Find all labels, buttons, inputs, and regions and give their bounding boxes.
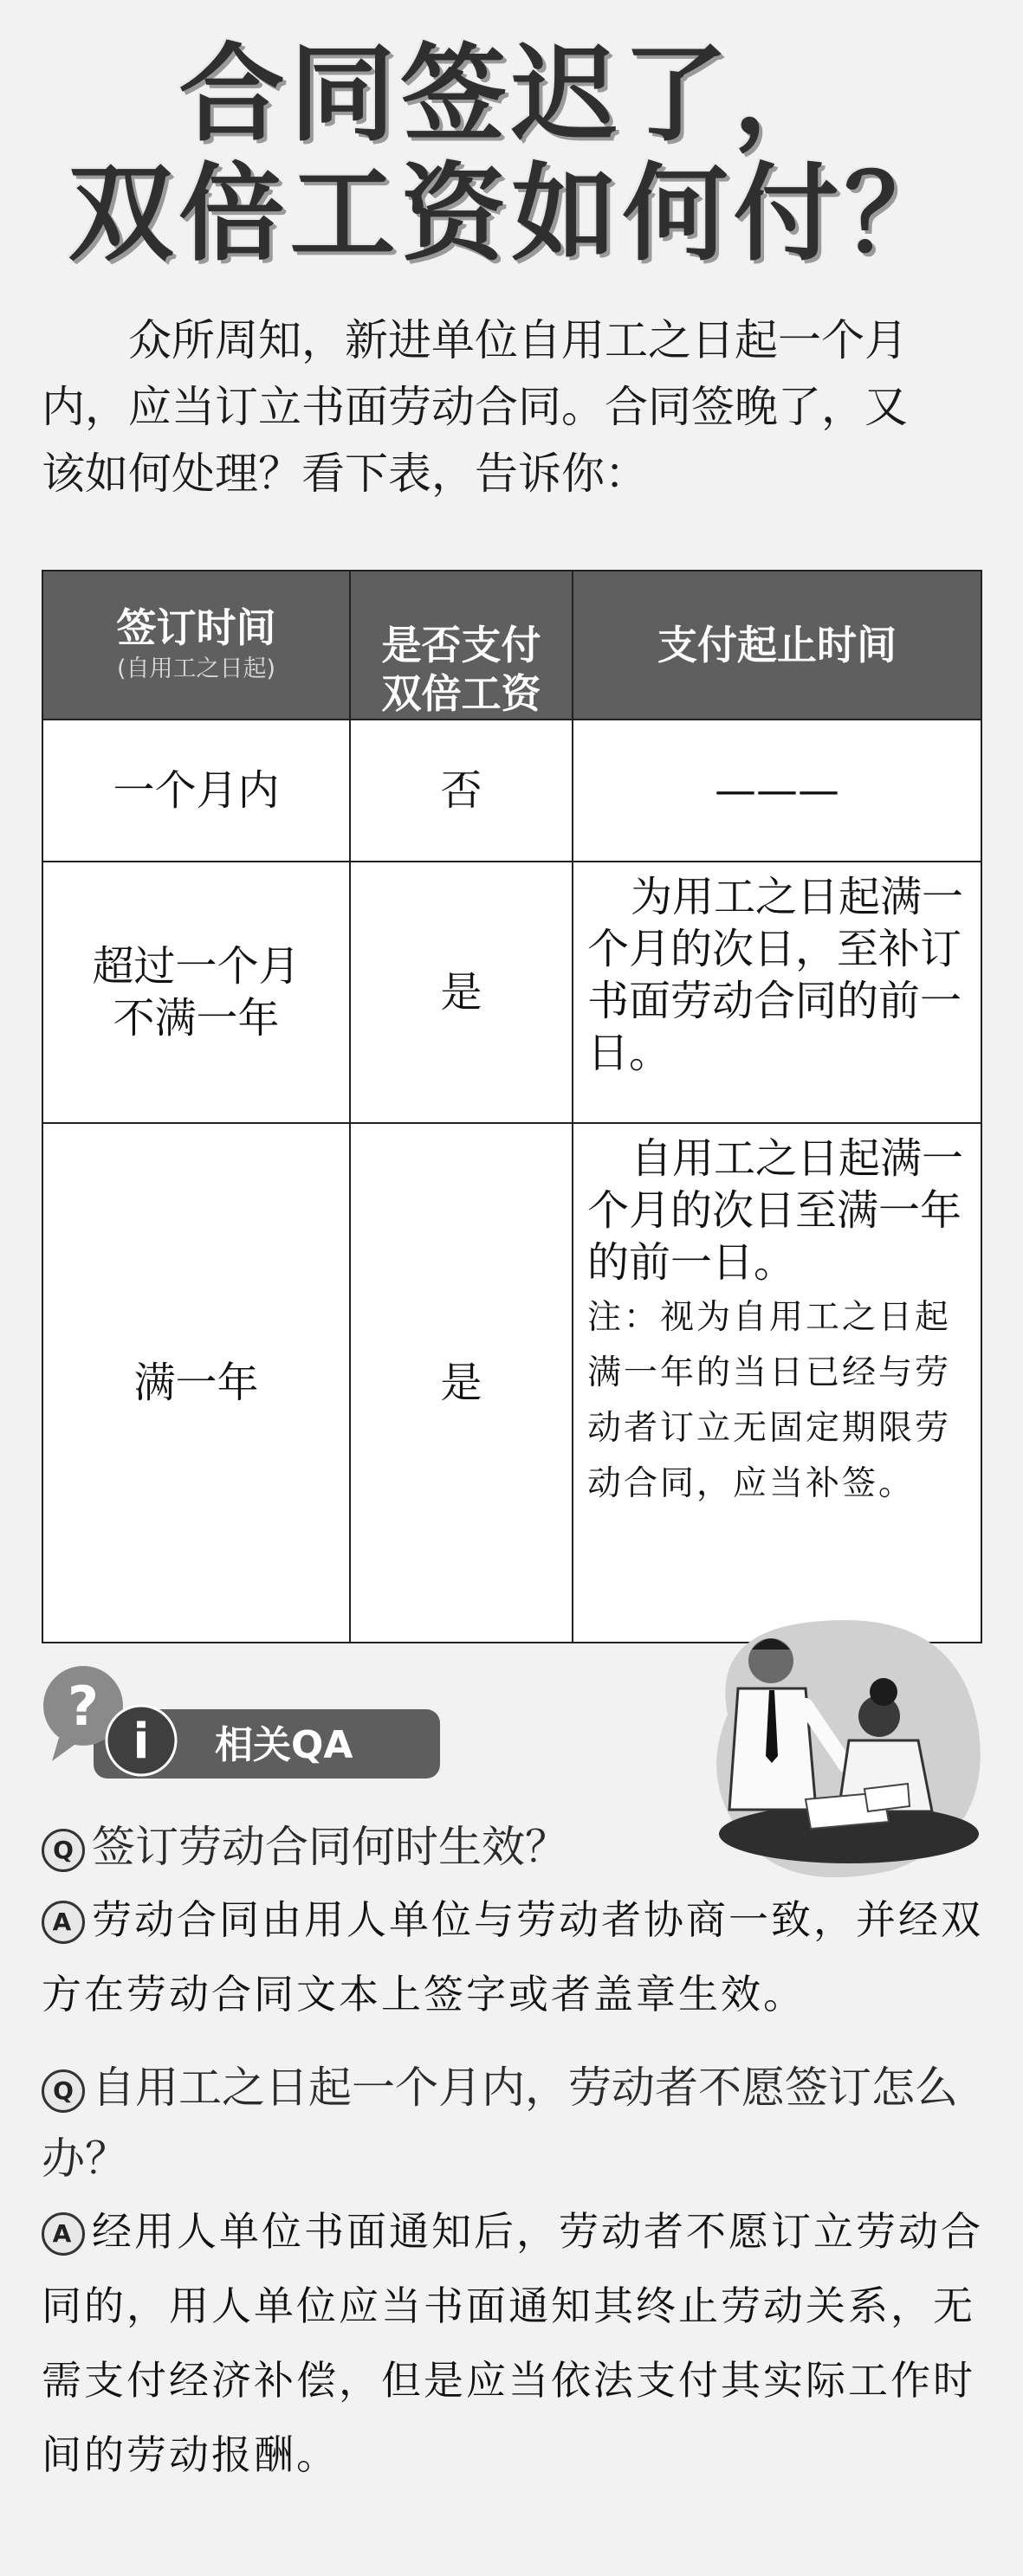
info-bubble-icon	[107, 1706, 176, 1775]
intro-line-3: 该如何处理？看下表，告诉你：	[42, 449, 648, 499]
answer-text: 经用人单位书面通知后，劳动者不愿订立劳动合同的，用人单位应当书面通知其终止劳动关系，无需支付经济补偿，但是应当依法支付其实际工作时间的劳动报酬。	[42, 2208, 983, 2478]
question-bubble-glyph: ?	[68, 1675, 99, 1738]
qa-item-1	[42, 1811, 986, 2031]
range-text: 为用工之日起满一个月的次日，至补订书面劳动合同的前一日。	[587, 873, 964, 1077]
range-note: 注：视为自用工之日起满一年的当日已经与劳动者订立无固定期限劳动合同，应当补签。	[587, 1298, 952, 1503]
header-double-pay	[350, 571, 573, 720]
title-line-2: 双倍工资如何付？	[68, 152, 955, 275]
table-row	[42, 720, 981, 862]
table-row	[42, 1123, 981, 1643]
cell-range	[573, 862, 981, 1123]
answer-icon: A	[42, 1901, 85, 1944]
qa-item-2	[42, 2052, 986, 2492]
title-line-1: 合同签迟了，	[178, 33, 845, 156]
answer-icon: A	[42, 2212, 85, 2256]
qa-section-label: 相关QA	[215, 1723, 353, 1767]
header-pay-range	[573, 571, 981, 720]
answer-text: 劳动合同由用人单位与劳动者协商一致，并经双方在劳动合同文本上签字或者盖章生效。	[42, 1896, 983, 2018]
intro-line-1: 众所周知，新进单位自用工之日起一个月	[128, 315, 908, 365]
header-double-pay-label: 是否支付 双倍工资	[381, 622, 541, 717]
qa-question	[42, 2052, 986, 2194]
cell-range	[573, 720, 981, 862]
qa-answer	[42, 1882, 986, 2031]
range-text: 自用工之日起满一个月的次日至满一年的前一日。	[587, 1134, 964, 1287]
table-header-row	[42, 571, 981, 720]
cell-period: 超过一个月 不满一年	[42, 862, 350, 1123]
header-sign-time-label: 签订时间	[116, 604, 276, 651]
contract-table	[42, 570, 982, 1643]
question-icon: Q	[42, 2069, 85, 2113]
intro-line-2: 内，应当订立书面劳动合同。合同签晚了，又	[42, 382, 908, 432]
header-pay-range-label: 支付起止时间	[657, 622, 897, 668]
cell-pay: 否	[350, 720, 573, 862]
intro-paragraph	[42, 307, 986, 507]
cell-pay: 是	[350, 1123, 573, 1643]
cell-range	[573, 1123, 981, 1643]
question-icon: Q	[42, 1829, 85, 1872]
cell-pay: 是	[350, 862, 573, 1123]
range-dash-text: ———	[715, 766, 839, 815]
header-sign-time-sub: (自用工之日起)	[116, 655, 276, 682]
qa-question	[42, 1811, 986, 1882]
cell-period: 满一年	[42, 1123, 350, 1643]
qa-badge	[42, 1656, 449, 1785]
question-text: 签订劳动合同何时生效？	[92, 1822, 568, 1872]
question-text: 自用工之日起一个月内，劳动者不愿签订怎么办？	[42, 2063, 958, 2184]
qa-answer	[42, 2194, 986, 2492]
page-title	[0, 35, 1023, 274]
header-sign-time	[42, 571, 350, 720]
table-row	[42, 862, 981, 1123]
info-bubble-glyph: i	[133, 1714, 150, 1770]
cell-period: 一个月内	[42, 720, 350, 862]
